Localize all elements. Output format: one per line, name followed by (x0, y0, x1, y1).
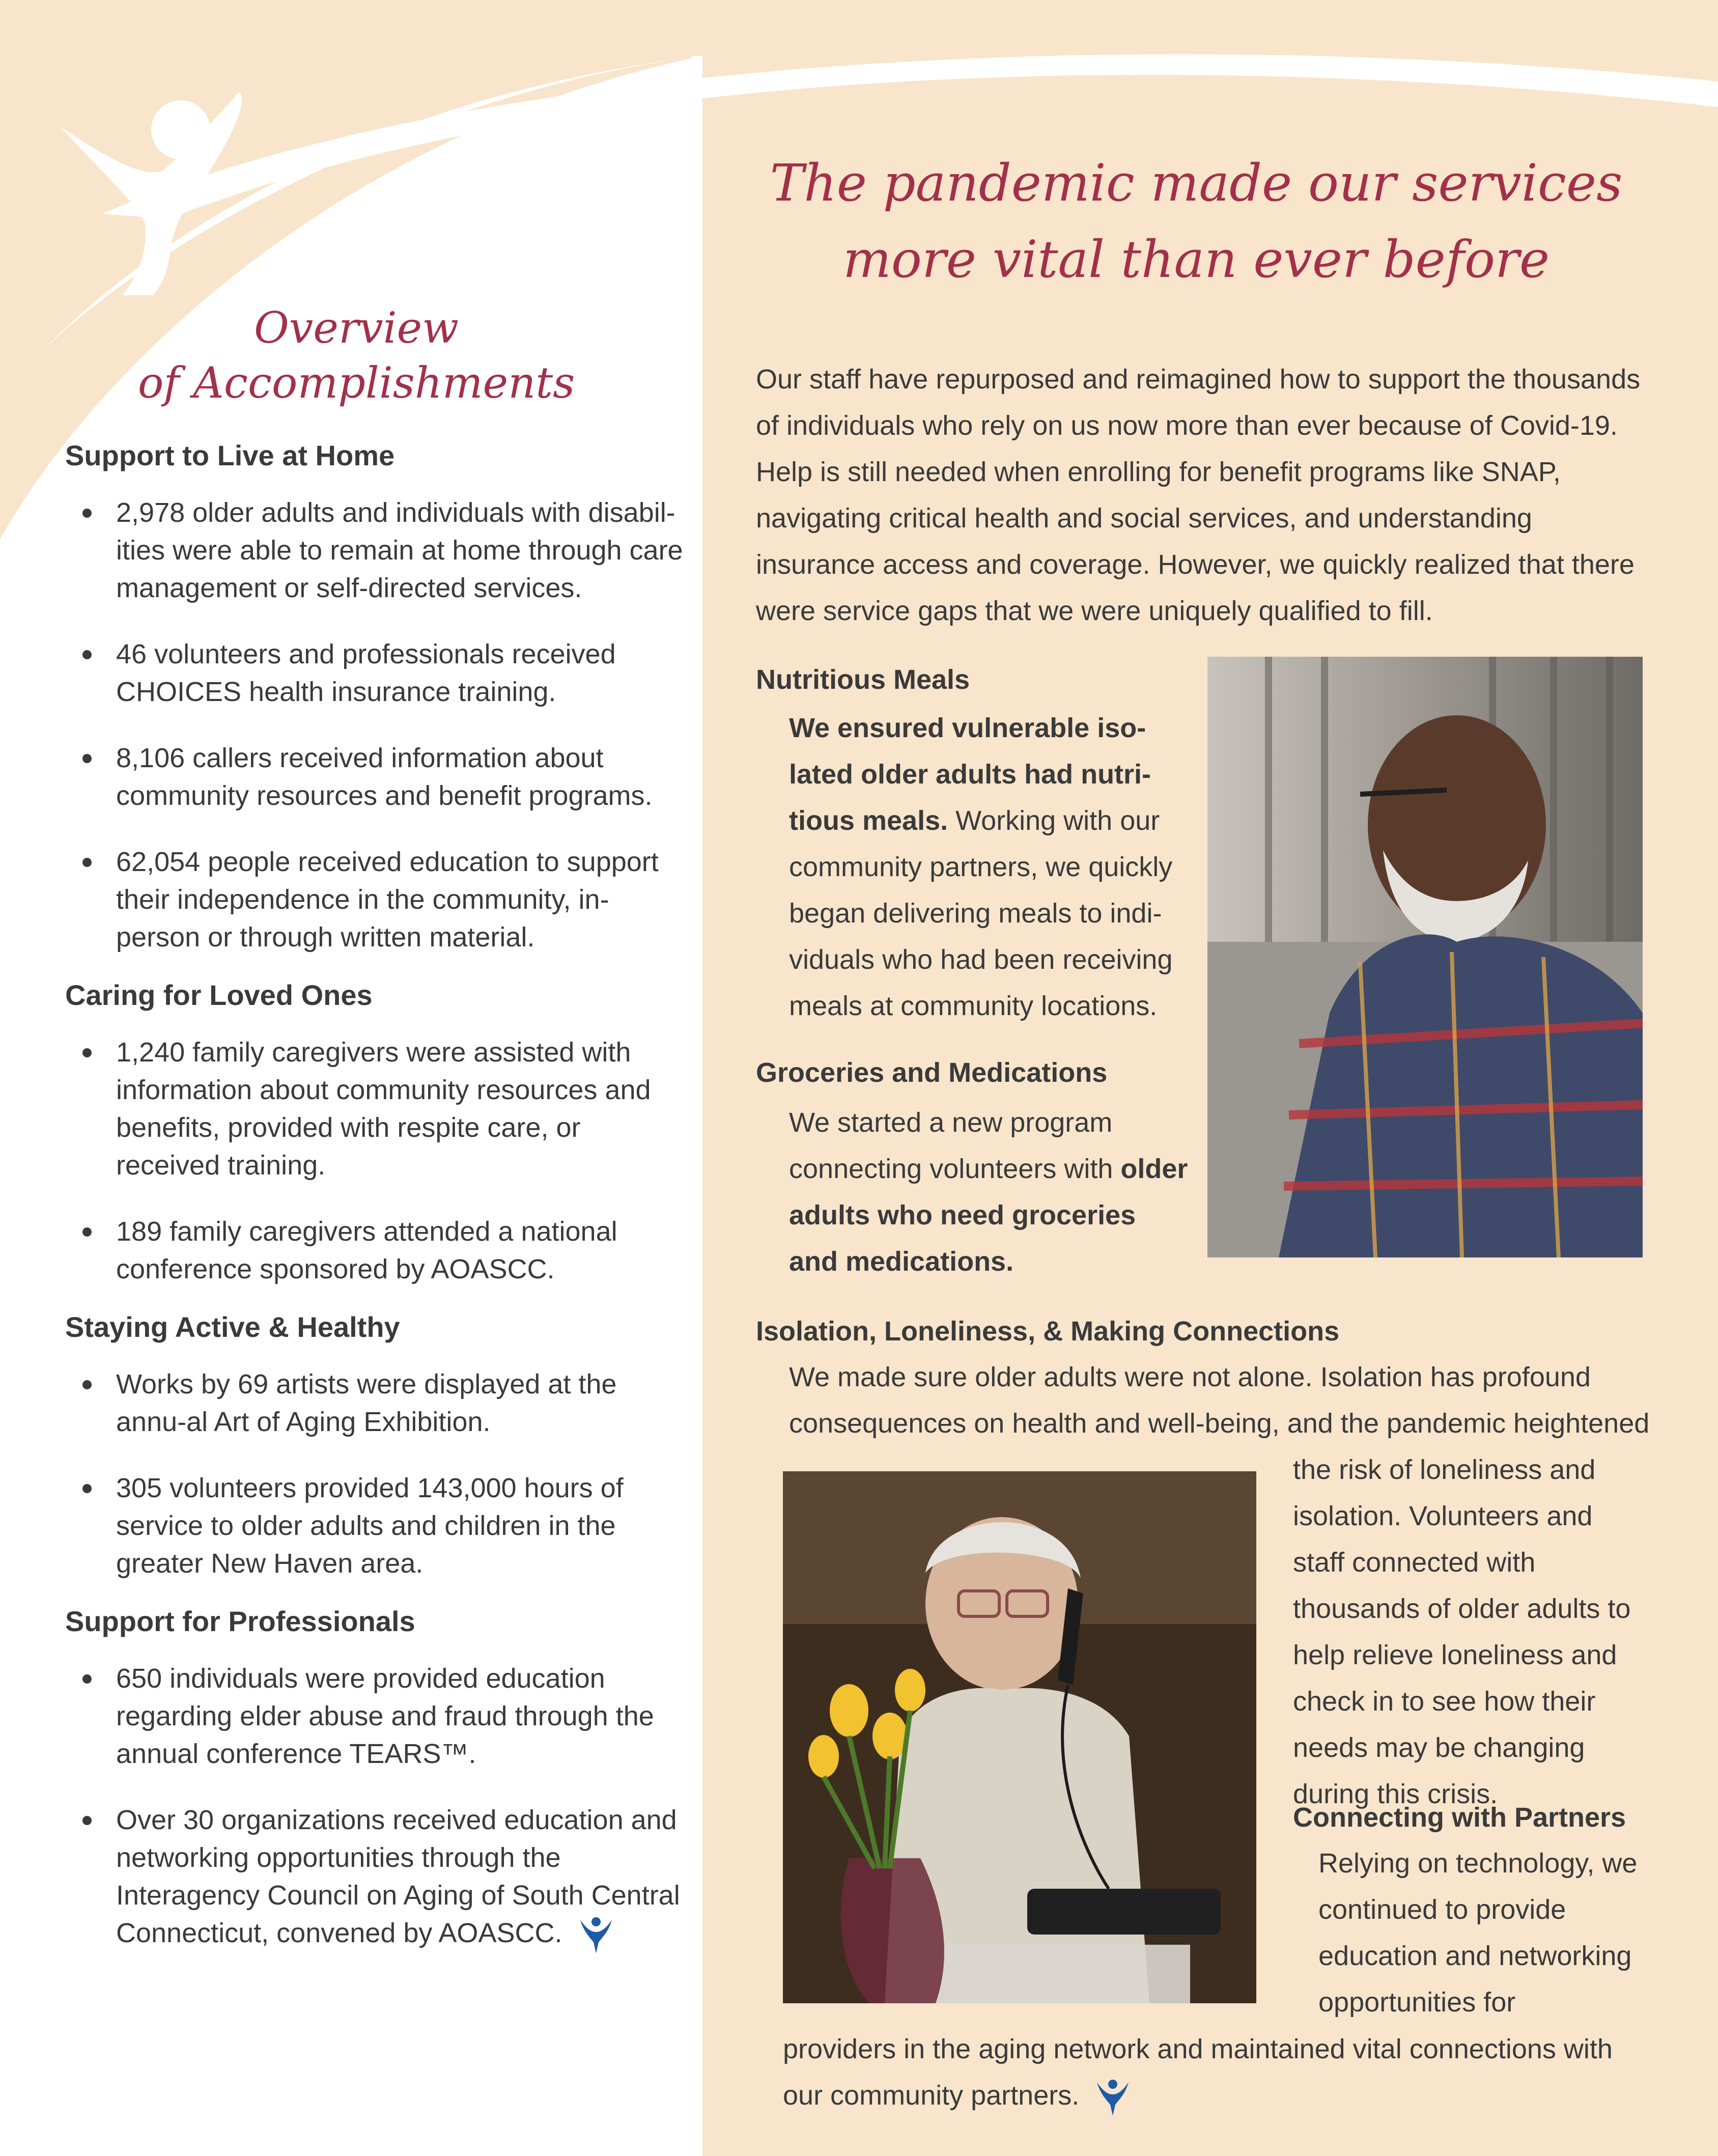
groceries-text (789, 1100, 1191, 1285)
aoascc-logo-icon (1095, 2077, 1131, 2118)
overview-title-line1: Overview (254, 303, 459, 353)
section-heading-active: Staying Active & Healthy (65, 1311, 400, 1343)
partners-bottom-text: providers in the aging network and maintained vital connections with our community partners. (783, 2034, 1613, 2111)
groceries-bold-text: older adults who need groceries and medications. (789, 1154, 1188, 1277)
section-heading-caring: Caring for Loved Ones (65, 979, 373, 1011)
list-item: 2,978 older adults and individuals with disabil-ities were able to remain at home through care management or self-directed services. (65, 494, 691, 607)
partners-heading: Connecting with Partners (1293, 1802, 1626, 1833)
overview-title-line2: of Accomplishments (137, 358, 575, 408)
list-item: Works by 69 artists were displayed at the annu-al Art of Aging Exhibition. (65, 1365, 691, 1441)
list-item (65, 1801, 691, 1955)
meals-bold-text: We ensured vulnerable iso-lated older adults had nutri-tious meals. (789, 713, 1151, 836)
list-item: 46 volunteers and professionals received CHOICES health insurance training. (65, 635, 691, 711)
isolation-text-side: the risk of loneliness and isolation. Volunteers and staff connected with thousands of older adults to help relieve loneliness and check in to see how their needs may be changing during this crisis. (1293, 1454, 1631, 1809)
meals-regular-text: Working with our community partners, we quickly began delivering meals to indi-viduals who had been receiving meals at community locations. (789, 805, 1173, 1021)
list-item: 189 family caregivers attended a national conference sponsored by AOASCC. (65, 1213, 691, 1288)
isolation-heading: Isolation, Loneliness, & Making Connections (756, 1316, 1340, 1347)
list-item: 1,240 family caregivers were assisted with information about community resources and benefits, provided with respite care, or received training. (65, 1033, 691, 1184)
groceries-heading: Groceries and Medications (756, 1057, 1108, 1088)
section-list-caring (65, 1033, 691, 1288)
partners-text-bottom (783, 2026, 1653, 2119)
section-heading-professionals: Support for Professionals (65, 1605, 415, 1637)
main-title-line1: The pandemic made our services (770, 153, 1623, 213)
intro-paragraph: Our staff have repurposed and reimagined how to support the thousands of individuals who rely on us now more than ever because of Covid-19. Help is still needed when enrolling for benefit programs like SNAP, navigating critical health and social services, and understanding insurance access and coverage. However, we quickly realized that there were service gaps that we were uniquely qualified to fill. (756, 364, 1641, 626)
section-heading-home: Support to Live at Home (65, 439, 395, 471)
overview-title (102, 300, 611, 410)
meals-heading: Nutritious Meals (756, 664, 970, 695)
photo-older-woman (783, 1471, 1256, 2003)
aoascc-logo-icon (578, 1915, 614, 1955)
list-item: 62,054 people received education to support their independence in the community, in-person or through written material. (65, 843, 691, 956)
logo-figure-icon (46, 81, 265, 295)
partners-text-side: Relying on technology, we continued to provide education and networking opportunities for (1318, 1848, 1638, 2018)
main-title (713, 145, 1680, 298)
section-list-active (65, 1365, 691, 1582)
list-item-text: Over 30 organizations received education and networking opportunities through the Interagency Council on Aging of South Central Connecticut, convened by AOASCC. (116, 1805, 680, 1948)
main-title-line2: more vital than ever before (842, 230, 1550, 289)
section-list-professionals (65, 1660, 691, 1955)
photo-older-man (1207, 657, 1643, 1257)
list-item: 305 volunteers provided 143,000 hours of service to older adults and children in the greater New Haven area. (65, 1469, 691, 1582)
isolation-text-top: We made sure older adults were not alone. Isolation has profound consequences on health and well-being, and the pandemic heightened (789, 1362, 1650, 1439)
list-item: 650 individuals were provided education regarding elder abuse and fraud through the annual conference TEARS™. (65, 1660, 691, 1773)
groceries-regular-text: We started a new program connecting volunteers with (789, 1107, 1121, 1184)
meals-text (789, 705, 1176, 1029)
section-list-home (65, 494, 691, 956)
list-item: 8,106 callers received information about community resources and benefit programs. (65, 739, 691, 815)
overview-list (65, 438, 691, 1977)
